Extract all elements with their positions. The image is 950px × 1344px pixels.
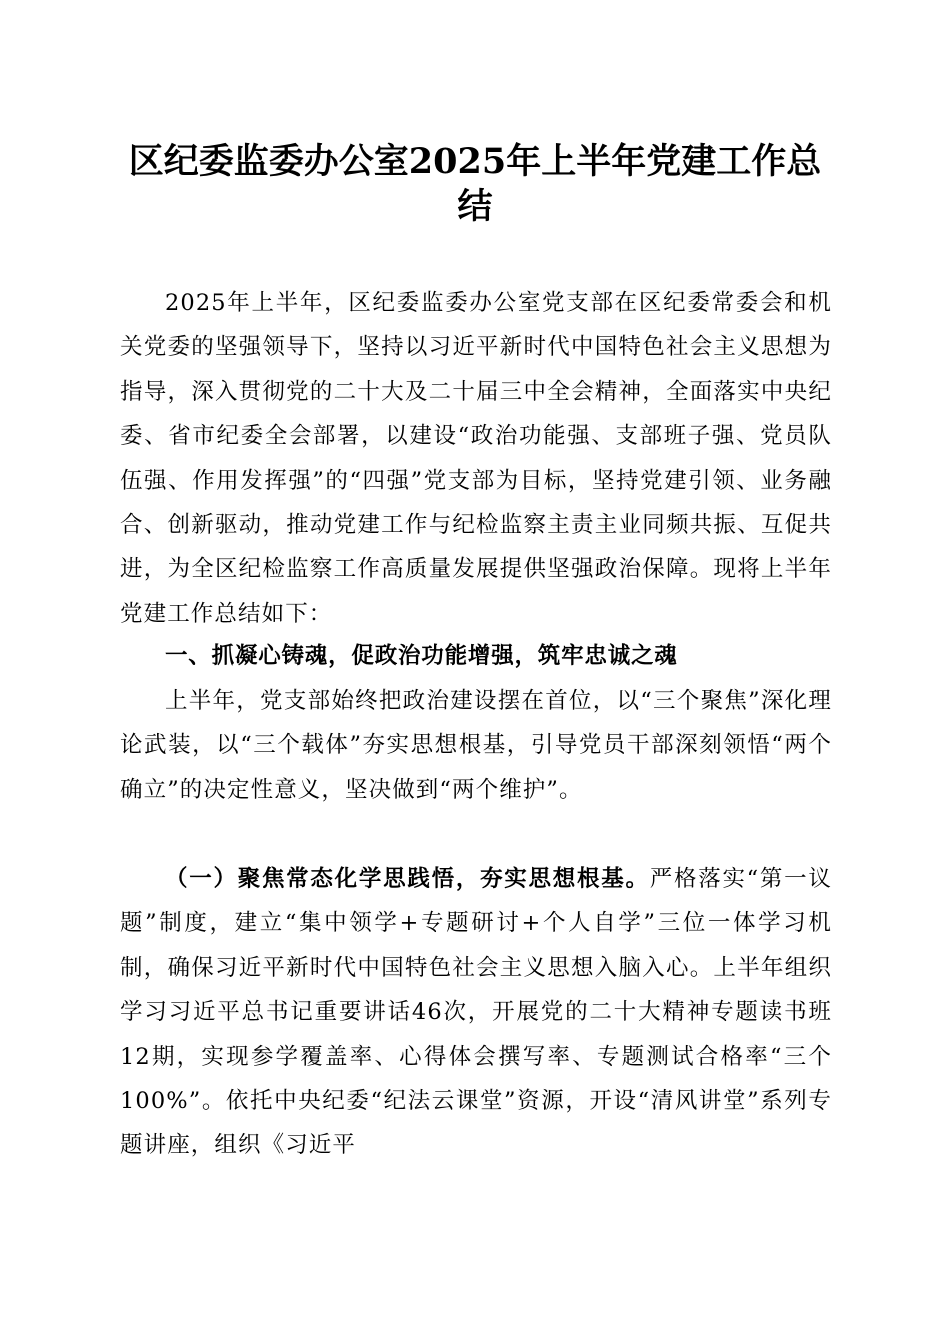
- subsection-1-lead: （一）聚焦常态化学思践悟，夯实思想根基。: [165, 866, 650, 892]
- document-title-line-2: 结: [457, 186, 493, 227]
- section-1-heading: 一、抓凝心铸魂，促政治功能增强，筑牢忠诚之魂: [165, 643, 678, 669]
- subsection-1-text: 严格落实“第一议题”制度，建立“集中领学+专题研讨+个人自学”三位一体学习机制，确保习近平新时代中国特色社会主义思想入脑入心。上半年组织学习习近平总书记重要讲话46次，开展党的二十大精神专题读书班12期，实现参学覆盖率、心得体会撰写率、专题测试合格率“三个100%”。依托中央纪委“纪法云课堂”资源，开设“清风讲堂”系列专题讲座，组织《习近平: [120, 866, 832, 1159]
- section-1-paragraph: 上半年，党支部始终把政治建设摆在首位，以“三个聚焦”深化理论武装，以“三个载体”夯实思想根基，引导党员干部深刻领悟“两个确立”的决定性意义，坚决做到“两个维护”。: [120, 688, 832, 803]
- document-title-line-1: 区纪委监委办公室2025年上半年党建工作总: [128, 141, 822, 182]
- subsection-1-paragraph: [120, 857, 832, 1168]
- intro-paragraph: 2025年上半年，区纪委监委办公室党支部在区纪委常委会和机关党委的坚强领导下，坚持以习近平新时代中国特色社会主义思想为指导，深入贯彻党的二十大及二十届三中全会精神，全面落实中央纪委、省市纪委全会部署，以建设“政治功能强、支部班子强、党员队伍强、作用发挥强”的“四强”党支部为目标，坚持党建引领、业务融合、创新驱动，推动党建工作与纪检监察主责主业同频共振、互促共进，为全区纪检监察工作高质量发展提供坚强政治保障。现将上半年党建工作总结如下：: [120, 290, 832, 627]
